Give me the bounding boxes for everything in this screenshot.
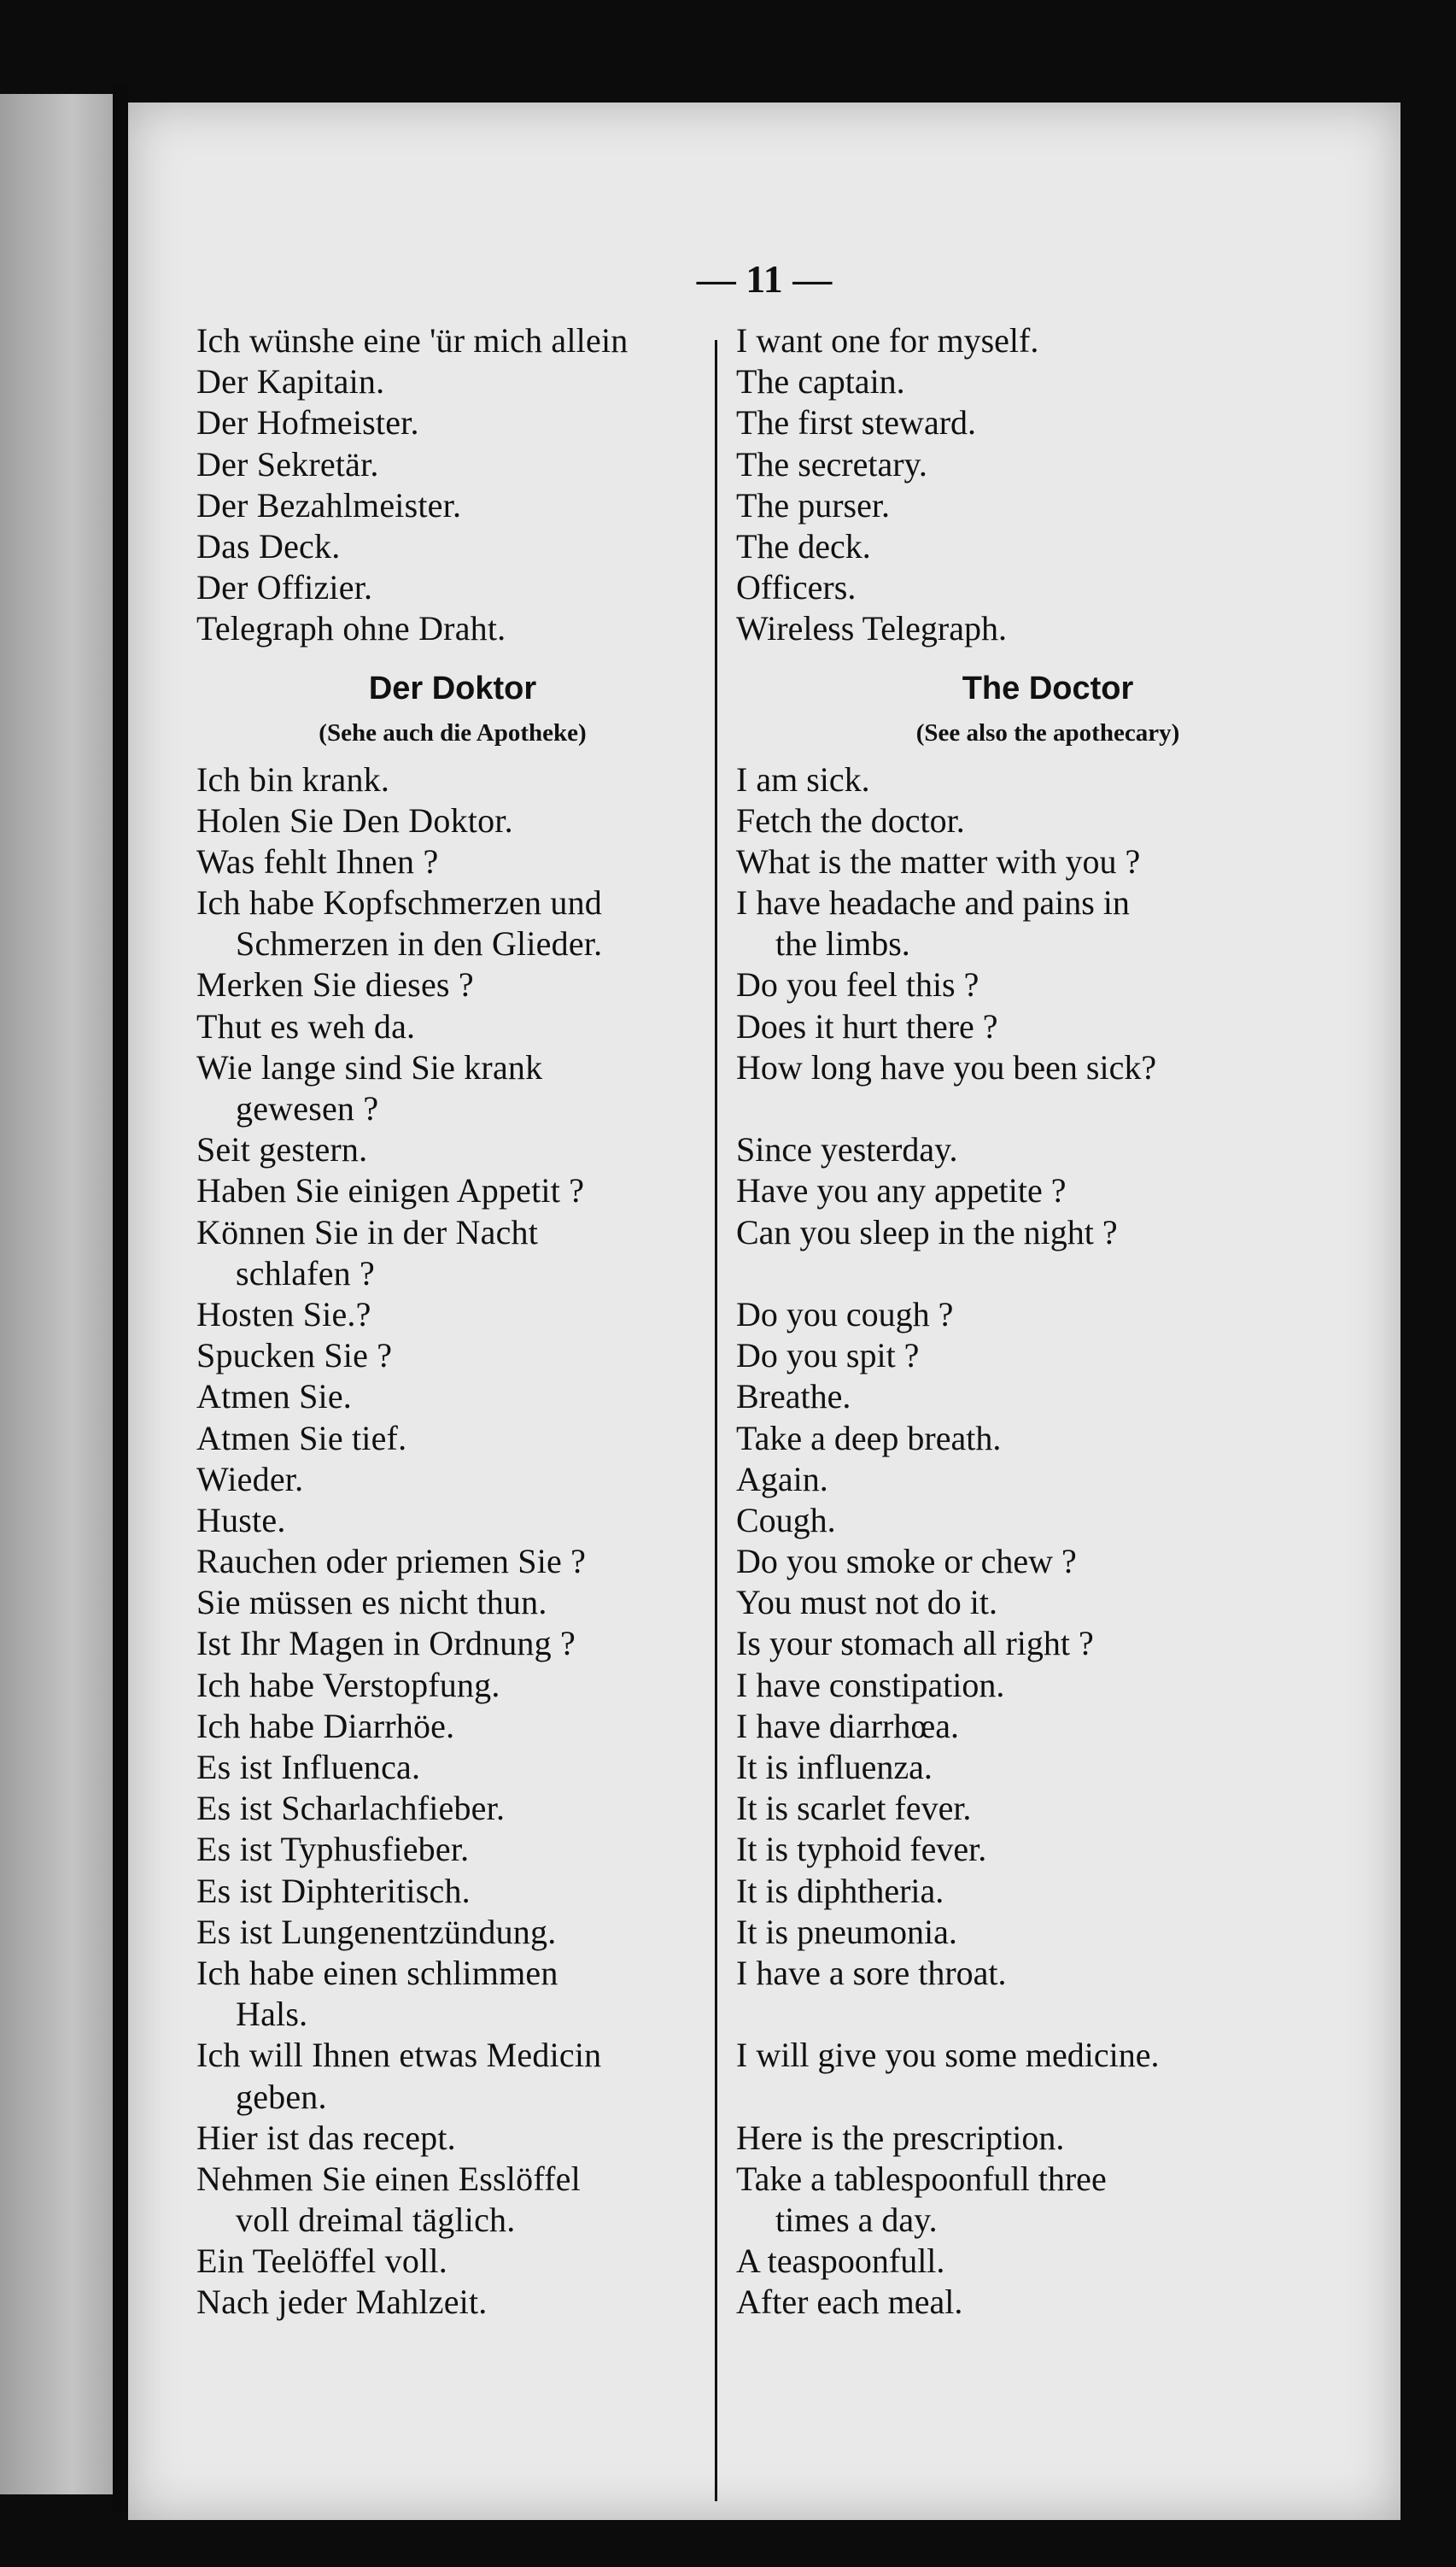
german-phrase-line: Atmen Sie tief.: [196, 1418, 407, 1457]
german-phrase-line: Wie lange sind Sie krank: [196, 1047, 543, 1087]
german-phrase-line: Der Bezahlmeister.: [196, 485, 462, 525]
english-phrase-line: I have constipation.: [736, 1665, 1005, 1704]
german-phrase-continuation: Hals.: [236, 1995, 308, 2034]
english-phrase-line: Breathe.: [736, 1377, 851, 1416]
english-phrase-line: Fetch the doctor.: [736, 800, 965, 840]
german-phrase-line: Es ist Diphteritisch.: [196, 1871, 471, 1910]
german-phrase-continuation: schlafen ?: [236, 1253, 376, 1292]
english-blank-line: [736, 1088, 1360, 1129]
english-phrase-line: Since yesterday.: [736, 1130, 958, 1169]
german-phrase-continuation: geben.: [236, 2077, 327, 2116]
german-phrase-line: Nach jeder Mahlzeit.: [196, 2283, 488, 2322]
english-blank-line: [736, 1253, 1360, 1294]
english-blank-line: [736, 1994, 1360, 2035]
column-divider: [715, 340, 717, 2501]
english-phrase-line: Do you spit ?: [736, 1336, 920, 1375]
english-section-heading: The Doctor: [962, 670, 1134, 706]
book-spine: [113, 85, 128, 2511]
english-phrase-line: I want one for myself.: [736, 321, 1039, 360]
english-phrase-line: Take a deep breath.: [736, 1418, 1002, 1457]
english-phrase-line: I have headache and pains in: [736, 883, 1130, 923]
english-phrase-line: The captain.: [736, 362, 905, 401]
german-phrase-line: Es ist Lungenentzündung.: [196, 1912, 557, 1951]
german-phrase-line: Atmen Sie.: [196, 1377, 352, 1416]
english-phrase-line: Wireless Telegraph.: [736, 609, 1007, 648]
german-phrase-line: Ich bin krank.: [196, 759, 390, 799]
page-number: — 11 —: [696, 257, 833, 301]
german-phrase-line: Ist Ihr Magen in Ordnung ?: [196, 1624, 576, 1663]
german-phrase-line: Ein Teelöffel voll.: [196, 2242, 447, 2281]
german-section-heading: Der Doktor: [368, 670, 537, 706]
german-phrase-line: Ich habe Verstopfung.: [196, 1665, 500, 1704]
english-phrase-line: Officers.: [736, 568, 857, 607]
german-phrase-line: Spucken Sie ?: [196, 1336, 393, 1375]
german-phrase-line: Merken Sie dieses ?: [196, 965, 474, 1005]
german-phrase-line: Der Kapitain.: [196, 362, 385, 401]
english-phrase-line: The first steward.: [736, 403, 977, 442]
english-phrase-line: You must not do it.: [736, 1583, 998, 1622]
german-phrase-line: Nehmen Sie einen Esslöffel: [196, 2159, 581, 2198]
german-phrase-line: Huste.: [196, 1500, 286, 1539]
german-phrase-line: Telegraph ohne Draht.: [196, 609, 506, 648]
english-phrase-line: The deck.: [736, 526, 871, 566]
german-phrase-line: Ich habe Kopfschmerzen und: [196, 883, 603, 923]
german-phrase-line: Ich habe Diarrhöe.: [196, 1706, 455, 1745]
german-phrase-line: Können Sie in der Nacht: [196, 1212, 539, 1251]
english-column: [736, 320, 1360, 2324]
german-phrase-continuation: gewesen ?: [236, 1089, 379, 1128]
german-phrase-line: Haben Sie einigen Appetit ?: [196, 1171, 585, 1210]
german-phrase-line: Holen Sie Den Doktor.: [196, 800, 513, 840]
english-phrase-line: Does it hurt there ?: [736, 1006, 998, 1046]
german-phrase-continuation: voll dreimal täglich.: [236, 2201, 516, 2240]
english-phrase-line: Is your stomach all right ?: [736, 1624, 1094, 1663]
german-phrase-continuation: Schmerzen in den Glieder.: [236, 924, 603, 964]
german-phrase-line: Seit gestern.: [196, 1130, 368, 1169]
english-phrase-line: What is the matter with you ?: [736, 841, 1141, 881]
english-phrase-line: Cough.: [736, 1500, 836, 1539]
english-phrase-line: Do you smoke or chew ?: [736, 1542, 1077, 1581]
german-phrase-line: Ich habe einen schlimmen: [196, 1953, 558, 1992]
german-phrase-line: Ich wünshe eine 'ür mich allein: [196, 321, 629, 360]
english-phrase-line: It is diphtheria.: [736, 1871, 944, 1910]
english-phrase-line: It is scarlet fever.: [736, 1789, 972, 1828]
english-blank-line: [736, 2077, 1360, 2118]
facing-page-edge: [0, 94, 120, 2494]
german-phrase-line: Es ist Scharlachfieber.: [196, 1789, 506, 1828]
english-phrase-line: A teaspoonfull.: [736, 2242, 945, 2281]
english-phrase-line: Do you feel this ?: [736, 965, 979, 1005]
german-phrase-line: Wieder.: [196, 1459, 304, 1498]
english-phrase-continuation: times a day.: [775, 2201, 938, 2240]
german-phrase-line: Was fehlt Ihnen ?: [196, 841, 439, 881]
english-phrase-line: I have diarrhœa.: [736, 1706, 959, 1745]
german-column: [196, 320, 709, 2324]
english-phrase-line: Again.: [736, 1459, 828, 1498]
english-phrase-line: I have a sore throat.: [736, 1953, 1007, 1992]
german-phrase-line: Der Sekretär.: [196, 444, 379, 484]
english-phrase-line: The purser.: [736, 485, 890, 525]
english-phrase-line: Have you any appetite ?: [736, 1171, 1067, 1210]
german-phrase-line: Es ist Influenca.: [196, 1748, 421, 1786]
english-phrase-line: Do you cough ?: [736, 1294, 954, 1333]
english-phrase-line: I will give you some medicine.: [736, 2036, 1160, 2075]
german-phrase-line: Hier ist das recept.: [196, 2118, 456, 2157]
english-phrase-line: It is pneumonia.: [736, 1912, 957, 1951]
book-page: [128, 103, 1400, 2520]
english-phrase-line: Here is the prescription.: [736, 2118, 1065, 2157]
english-phrase-line: I am sick.: [736, 759, 870, 799]
english-phrase-line: After each meal.: [736, 2283, 963, 2322]
german-section-subheading: (Sehe auch die Apotheke): [319, 718, 587, 747]
german-phrase-line: Das Deck.: [196, 526, 341, 566]
german-phrase-line: Hosten Sie.?: [196, 1294, 371, 1333]
english-phrase-line: It is typhoid fever.: [736, 1830, 987, 1869]
english-phrase-continuation: the limbs.: [775, 924, 910, 964]
german-phrase-line: Rauchen oder priemen Sie ?: [196, 1542, 587, 1581]
english-phrase-line: How long have you been sick?: [736, 1047, 1157, 1087]
german-phrase-line: Sie müssen es nicht thun.: [196, 1583, 547, 1622]
english-phrase-line: Take a tablespoonfull three: [736, 2159, 1107, 2198]
english-section-subheading: (See also the apothecary): [915, 718, 1180, 747]
english-phrase-line: Can you sleep in the night ?: [736, 1212, 1118, 1251]
german-phrase-line: Der Offizier.: [196, 568, 373, 607]
english-phrase-line: It is influenza.: [736, 1748, 933, 1786]
german-phrase-line: Thut es weh da.: [196, 1006, 416, 1046]
english-phrase-line: The secretary.: [736, 444, 927, 484]
german-phrase-line: Es ist Typhusfieber.: [196, 1830, 470, 1869]
german-phrase-line: Ich will Ihnen etwas Medicin: [196, 2036, 602, 2075]
german-phrase-line: Der Hofmeister.: [196, 403, 419, 442]
